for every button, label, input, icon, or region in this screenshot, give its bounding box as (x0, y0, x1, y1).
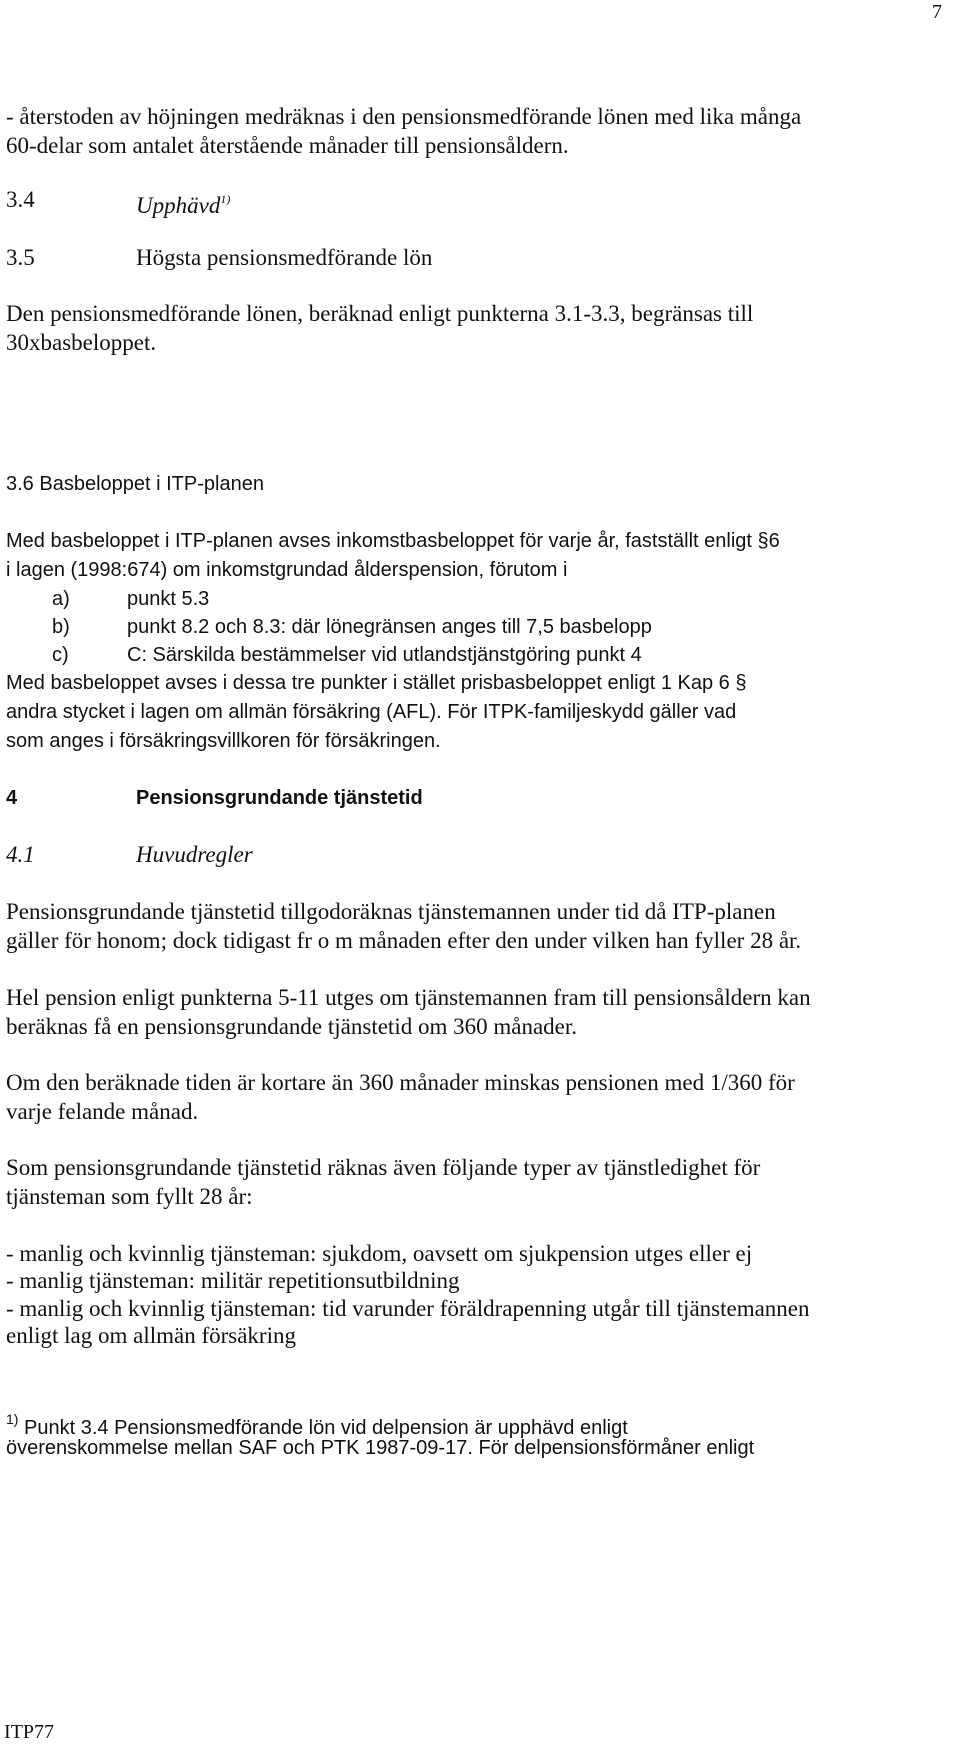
page-number: 7 (932, 1, 942, 23)
section-3-6-p2-line-1-text: Med basbeloppet avses i dessa tre punkter i stället prisbasbeloppet enligt 1 Kap 6 (6, 672, 730, 694)
dash-list-item: enligt lag om allmän försäkring (6, 1323, 296, 1348)
section-3-6-p2-line-1 (6, 669, 746, 698)
section-ref: 6 (768, 530, 780, 552)
section-3-5-line-2: 30xbasbeloppet. (6, 330, 157, 355)
section-3-6-p2-line-3: som anges i försäkringsvillkoren för försäkringen. (6, 730, 441, 752)
section-3-4-title-text: Upphävd (136, 193, 221, 218)
dash-list-item: - manlig och kvinnlig tjänsteman: sjukdom, oavsett om sjukpension utges eller ej (6, 1241, 753, 1266)
list-item (52, 613, 652, 642)
list-text: punkt 8.2 och 8.3: där lönegränsen anges till 7,5 basbelopp (127, 616, 652, 638)
footnote-line-1-text: Punkt 3.4 Pensionsmedförande lön vid delpension är upphävd enligt (24, 1417, 628, 1439)
footnote-line-2: överenskommelse mellan SAF och PTK 1987-09-17. För delpensionsförmåner enligt (6, 1437, 755, 1459)
section-sign-icon: § (757, 530, 769, 552)
section-3-6-heading: 3.6 Basbeloppet i ITP-planen (6, 473, 264, 495)
dash-list-item: - manlig och kvinnlig tjänsteman: tid varunder föräldrapenning utgår till tjänstemannen (6, 1296, 810, 1321)
section-4-number: 4 (6, 787, 18, 809)
section-3-5-line-1: Den pensionsmedförande lönen, beräknad enligt punkterna 3.1-3.3, begränsas till (6, 301, 754, 326)
dash-list-item: - manlig tjänsteman: militär repetitionsutbildning (6, 1268, 460, 1293)
list-text: punkt 5.3 (127, 588, 210, 610)
paragraph-1-line-1: Pensionsgrundande tjänstetid tillgodoräknas tjänstemannen under tid då ITP-planen (6, 899, 776, 924)
intro-line-2: 60-delar som antalet återstående månader till pensionsåldern. (6, 133, 569, 158)
footnote-mark: 1) (6, 1411, 19, 1427)
paragraph-4-line-2: tjänsteman som fyllt 28 år: (6, 1184, 253, 1209)
paragraph-2-line-2: beräknas få en pensionsgrundande tjänstetid om 360 månader. (6, 1014, 578, 1039)
list-letter: b) (52, 616, 70, 638)
section-3-4-number: 3.4 (6, 187, 35, 212)
section-4-1-title: Huvudregler (136, 842, 253, 867)
list-letter: c) (52, 644, 69, 666)
section-sign-icon: § (735, 672, 747, 694)
section-3-4-title (136, 185, 230, 220)
footnote-ref: 1) (220, 192, 231, 206)
list-item (52, 585, 209, 614)
paragraph-4-line-1: Som pensionsgrundande tjänstetid räknas även följande typer av tjänstledighet för (6, 1155, 761, 1180)
section-3-5-title: Högsta pensionsmedförande lön (136, 245, 433, 270)
list-text: C: Särskilda bestämmelser vid utlandstjänstgöring punkt 4 (127, 644, 642, 666)
paragraph-3-line-1: Om den beräknade tiden är kortare än 360 månader minskas pensionen med 1/360 för (6, 1070, 795, 1095)
footer-code: ITP77 (4, 1721, 54, 1743)
intro-line-1: - återstoden av höjningen medräknas i den pensionsmedförande lönen med lika många (6, 104, 802, 129)
paragraph-2-line-1: Hel pension enligt punkterna 5-11 utges om tjänstemannen fram till pensionsåldern kan (6, 985, 811, 1010)
list-item (52, 641, 642, 670)
section-3-6-line-1-text: Med basbeloppet i ITP-planen avses inkomstbasbeloppet för varje år, fastställt enligt (6, 530, 752, 552)
section-4-1-number: 4.1 (6, 842, 35, 867)
paragraph-1-line-2: gäller för honom; dock tidigast fr o m månaden efter den under vilken han fyller 28 år. (6, 928, 802, 953)
section-4-title: Pensionsgrundande tjänstetid (136, 787, 423, 809)
section-3-6-p2-line-2: andra stycket i lagen om allmän försäkring (AFL). För ITPK-familjeskydd gäller vad (6, 701, 737, 723)
paragraph-3-line-2: varje felande månad. (6, 1099, 199, 1124)
section-3-6-line-1 (6, 527, 780, 556)
list-letter: a) (52, 588, 70, 610)
section-3-5-number: 3.5 (6, 245, 35, 270)
section-3-6-line-2: i lagen (1998:674) om inkomstgrundad ålderspension, förutom i (6, 559, 568, 581)
